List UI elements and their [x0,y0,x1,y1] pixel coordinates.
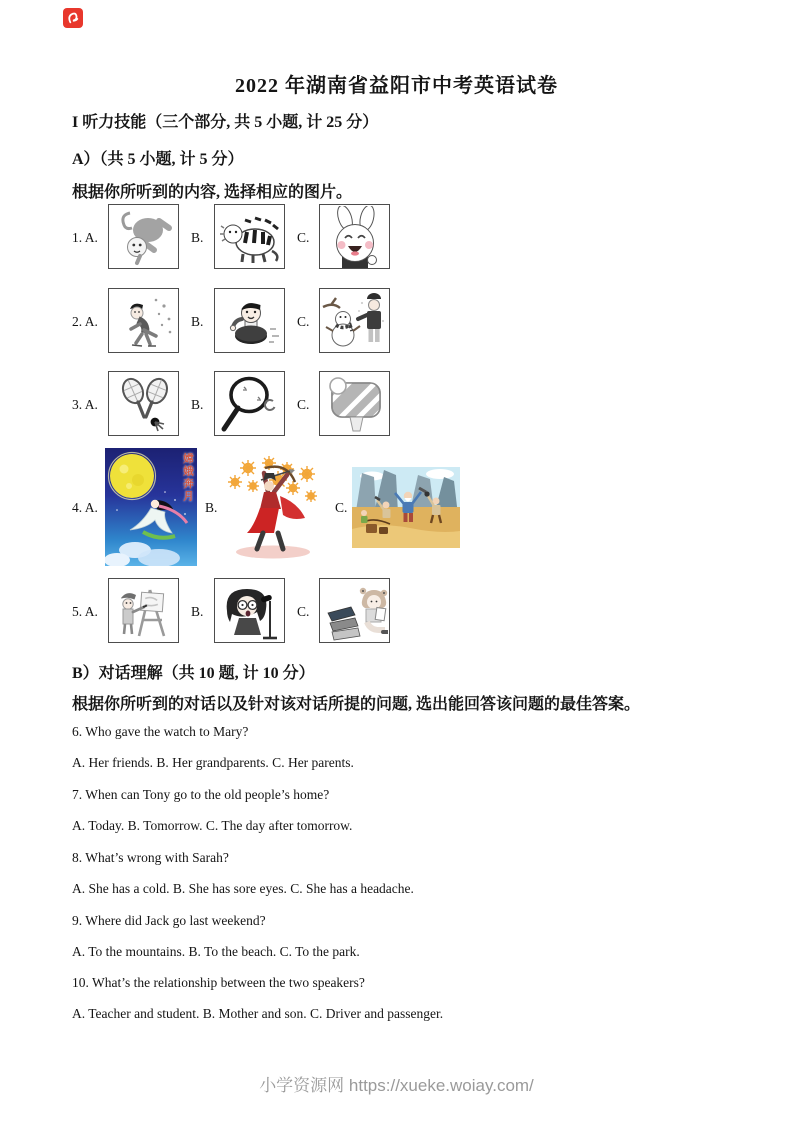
q5-option-c-image [319,578,390,643]
question-6: 6. Who gave the watch to Mary? [72,724,249,739]
part-a-instruction: 根据你所听到的内容, 选择相应的图片。 [72,184,353,201]
part-b-instruction: 根据你所听到的对话以及针对该对话所提的问题, 选出能回答该问题的最佳答案。 [72,696,641,713]
question-8: 8. What’s wrong with Sarah? [72,850,229,865]
girl-singing-microphone-icon [217,581,283,641]
q2-label-c: C. [297,314,310,329]
q3-option-a-image [108,371,179,436]
q1-option-c-image [319,204,390,269]
q1-label: 1. A. [72,230,98,245]
q4-option-a-image [105,448,197,566]
question-7: 7. When can Tony go to the old people’s home? [72,787,330,802]
site-watermark: 小学资源网 https://xueke.woiay.com/ [259,1076,534,1095]
q2-option-c-image [319,288,390,353]
question-10: 10. What’s the relationship between the two speakers? [72,975,365,990]
q5-label-c: C. [297,604,310,619]
q1-option-a-image [108,204,179,269]
q4-label: 4. A. [72,500,98,515]
q3-option-c-image [319,371,390,436]
boy-swimming-in-ring-icon [217,291,283,351]
q1-option-b-image [214,204,285,269]
site-logo-icon [63,8,83,28]
houyi-shooting-suns-icon [223,456,323,560]
options-10: A. Teacher and student. B. Mother and son. C. Driver and passenger. [72,1006,444,1021]
q2-label: 2. A. [72,314,98,329]
options-9: A. To the mountains. B. To the beach. C. To the park. [72,944,360,959]
logo-swoosh-icon [66,11,80,25]
rabbit-icon [322,206,388,268]
table-tennis-paddle-icon [322,374,388,434]
girl-reading-books-icon [322,581,388,641]
q1-label-c: C. [297,230,310,245]
q4-label-b: B. [205,500,218,515]
q1-label-b: B. [191,230,204,245]
boy-making-snowman-icon [322,291,388,351]
q2-option-b-image [214,288,285,353]
monkey-icon [112,208,176,266]
q5-option-b-image [214,578,285,643]
q3-label-b: B. [191,397,204,412]
q5-option-a-image [108,578,179,643]
options-8: A. She has a cold. B. She has sore eyes. C. She has a headache. [72,881,414,896]
q5-label-b: B. [191,604,204,619]
page-title: 2022 年湖南省益阳市中考英语试卷 [235,75,558,97]
q4-option-b-image [223,456,323,560]
q3-label: 3. A. [72,397,98,412]
q4-option-c-image [352,467,460,548]
options-6: A. Her friends. B. Her grandparents. C. Her parents. [72,755,354,770]
q4a-caption: 嫦娥奔月 [182,453,193,503]
badminton-rackets-icon [112,375,176,433]
part-a-header: A）（共 5 小题, 计 5 分） [72,151,244,168]
yugong-moving-mountains-icon [352,467,460,548]
options-7: A. Today. B. Tomorrow. C. The day after tomorrow. [72,818,353,833]
question-9: 9. Where did Jack go last weekend? [72,913,266,928]
girl-painting-at-easel-icon [112,582,176,640]
q2-option-a-image [108,288,179,353]
q5-label: 5. A. [72,604,98,619]
q4-label-c: C. [335,500,348,515]
q3-label-c: C. [297,397,310,412]
part-b-header: B）对话理解（共 10 题, 计 10 分） [72,665,315,682]
q3-option-b-image [214,371,285,436]
tennis-racket-icon [217,374,283,434]
section-listening-header: I 听力技能（三个部分, 共 5 小题, 计 25 分） [72,114,379,131]
boy-ice-skating-icon [112,292,176,350]
q2-label-b: B. [191,314,204,329]
tiger-icon [217,208,283,266]
